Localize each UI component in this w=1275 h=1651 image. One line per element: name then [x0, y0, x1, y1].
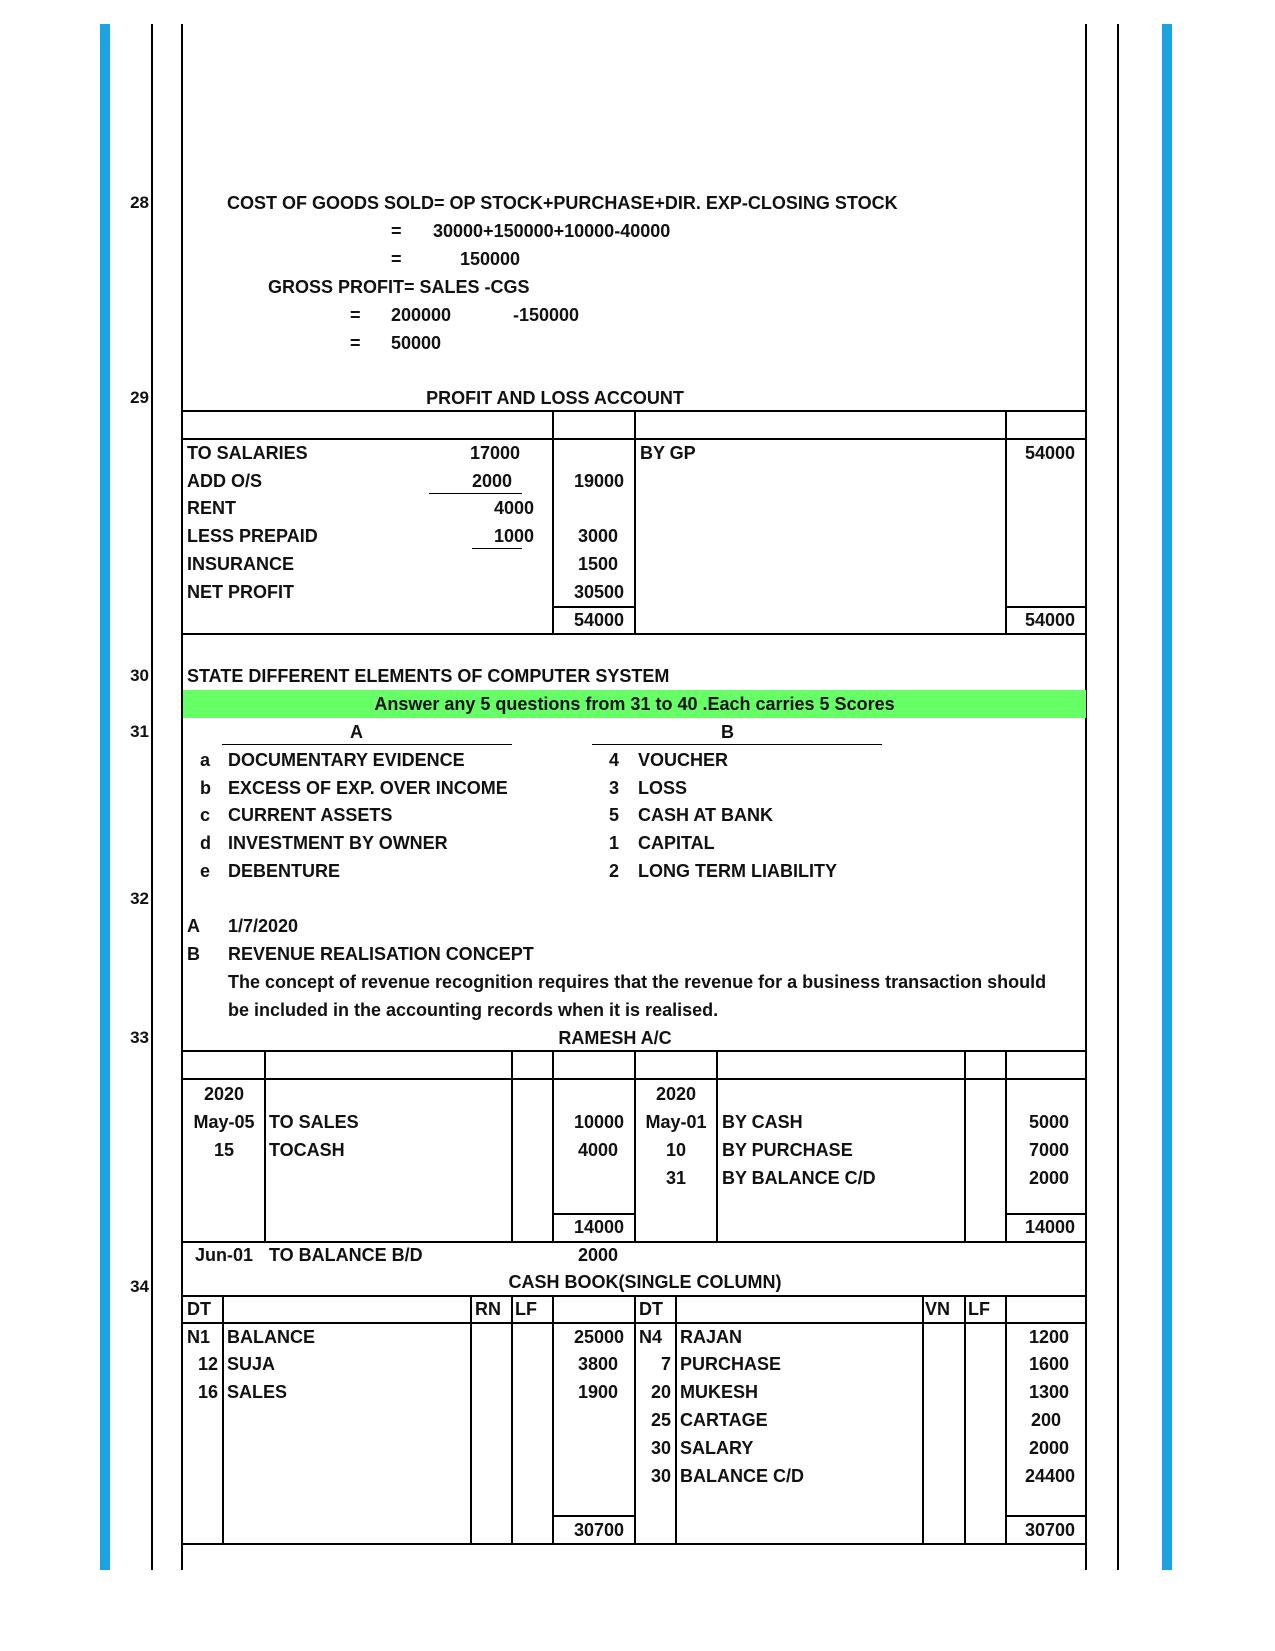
cash-book-credit-total: 30700 — [1024, 1520, 1075, 1540]
cash-book-title: CASH BOOK(SINGLE COLUMN) — [508, 1272, 782, 1292]
ramesh-dr-date-2: 15 — [213, 1140, 235, 1160]
cash-book-dr-amt-1: 25000 — [573, 1327, 624, 1347]
ramesh-cr-date-2: 10 — [665, 1140, 687, 1160]
cash-book-cr-date-3: 20 — [650, 1382, 671, 1402]
pl-dr-label-net-profit: NET PROFIT — [187, 582, 294, 602]
pl-inner-rent: 4000 — [493, 498, 534, 518]
cash-book-dr-amt-3: 1900 — [577, 1382, 618, 1402]
cash-book-header-lf: LF — [515, 1299, 537, 1319]
ramesh-bd-amount: 2000 — [577, 1245, 618, 1265]
ramesh-cr-particulars-2: BY PURCHASE — [722, 1140, 853, 1160]
cash-book-col-vn — [922, 1295, 924, 1545]
q31-answer-d: CAPITAL — [638, 833, 715, 853]
question-number-30: 30 — [130, 666, 149, 685]
cash-book-dr-part-1: BALANCE — [227, 1327, 315, 1347]
ramesh-total-rule-top-dr — [552, 1213, 636, 1215]
cash-book-dr-amt-2: 3800 — [577, 1354, 618, 1374]
q32-part-b-answer: REVENUE REALISATION CONCEPT — [228, 944, 534, 964]
cash-book-cr-amt-4: 200 — [1030, 1410, 1061, 1430]
q31-key-a: a — [200, 750, 211, 770]
left-blue-border — [100, 24, 110, 1570]
pl-total-top-dr — [552, 606, 636, 608]
q28-cogs-result: 150000 — [460, 249, 521, 269]
ramesh-cr-particulars-3: BY BALANCE C/D — [722, 1168, 876, 1188]
q28-sales-value: 200000 — [391, 305, 452, 325]
pl-outer-rent: 3000 — [577, 526, 618, 546]
q31-column-b-underline — [592, 744, 882, 745]
cash-book-cr-amt-3: 1300 — [1028, 1382, 1069, 1402]
q28-cogs-substitution: 30000+150000+10000-40000 — [433, 221, 671, 241]
cash-book-cr-amt-2: 1600 — [1028, 1354, 1069, 1374]
cash-book-total-top-cr — [1005, 1515, 1087, 1517]
q28-cogs-formula: COST OF GOODS SOLD= OP STOCK+PURCHASE+DIR. EXP-CLOSING STOCK — [227, 193, 898, 213]
q32-part-b-key: B — [187, 944, 200, 964]
q28-gross-profit-result: 50000 — [391, 333, 442, 353]
ramesh-cr-particulars-1: BY CASH — [722, 1112, 803, 1132]
q31-answer-e: LONG TERM LIABILITY — [638, 861, 837, 881]
pl-subtotal-line-2 — [472, 548, 522, 549]
pl-col-divider-2 — [634, 410, 636, 635]
cash-book-cr-amt-1: 1200 — [1028, 1327, 1069, 1347]
q31-answer-b: LOSS — [638, 778, 688, 798]
pl-inner-salaries: 17000 — [469, 443, 520, 463]
pl-credit-total: 54000 — [1024, 610, 1075, 630]
cash-book-total-top-dr — [552, 1515, 636, 1517]
cash-book-col-cr-dt — [675, 1295, 677, 1545]
cash-book-cr-date-1: N4 — [639, 1327, 663, 1347]
pl-account-title: PROFIT AND LOSS ACCOUNT — [426, 388, 684, 408]
q31-column-b-heading: B — [721, 722, 734, 742]
section-instruction-text: Answer any 5 questions from 31 to 40 .Each carries 5 Scores — [374, 694, 895, 714]
cash-book-cr-part-1: RAJAN — [680, 1327, 743, 1347]
cash-book-col-rn — [470, 1295, 472, 1545]
cash-book-cr-amt-6: 24400 — [1024, 1466, 1075, 1486]
ramesh-total-rule-top-cr — [1005, 1213, 1087, 1215]
ramesh-dr-particulars-1: TO SALES — [269, 1112, 359, 1132]
pl-outer-insurance: 1500 — [577, 554, 618, 574]
pl-outer-net-profit: 30500 — [573, 582, 624, 602]
q31-match-c: 5 — [609, 805, 620, 825]
question-number-29: 29 — [130, 388, 149, 407]
ramesh-cr-amount-2: 7000 — [1028, 1140, 1069, 1160]
cash-book-header-cr-dt: DT — [639, 1299, 663, 1319]
ramesh-dr-amount-2: 4000 — [577, 1140, 618, 1160]
ramesh-col-cr-jf — [964, 1050, 966, 1243]
body-line-left — [181, 24, 183, 1570]
pl-inner-add-os: 2000 — [471, 471, 512, 491]
pl-cr-label-by-gp: BY GP — [640, 443, 696, 463]
q28-cgs-value: -150000 — [513, 305, 580, 325]
q31-item-b: EXCESS OF EXP. OVER INCOME — [228, 778, 508, 798]
question-number-31: 31 — [130, 722, 149, 741]
cash-book-col-lf — [511, 1295, 513, 1545]
q32-explanation-line-2: be included in the accounting records when it is realised. — [228, 1000, 719, 1020]
pl-debit-total: 54000 — [573, 610, 624, 630]
cash-book-cr-date-4: 25 — [650, 1410, 671, 1430]
pl-cr-amount-gp: 54000 — [1024, 443, 1075, 463]
ramesh-debit-total: 14000 — [573, 1217, 624, 1237]
ramesh-dr-date-1: May-05 — [193, 1112, 255, 1132]
q31-item-c: CURRENT ASSETS — [228, 805, 393, 825]
cash-book-col-dt — [222, 1295, 224, 1545]
q28-gross-profit-formula: GROSS PROFIT= SALES -CGS — [268, 277, 530, 297]
cash-book-cr-amt-5: 2000 — [1028, 1438, 1069, 1458]
question-number-32: 32 — [130, 889, 149, 908]
cash-book-dr-date-1: N1 — [187, 1327, 211, 1347]
pl-dr-label-salaries: TO SALARIES — [187, 443, 308, 463]
pl-dr-label-less-prepaid: LESS PREPAID — [187, 526, 318, 546]
q31-column-a-heading: A — [350, 722, 363, 742]
pl-dr-label-rent: RENT — [187, 498, 236, 518]
cash-book-header-cr-lf: LF — [968, 1299, 990, 1319]
q31-item-e: DEBENTURE — [228, 861, 341, 881]
q31-answer-a: VOUCHER — [638, 750, 729, 770]
question-number-34: 34 — [130, 1277, 149, 1296]
body-line-right — [1085, 24, 1087, 1570]
ramesh-dr-amount-1: 10000 — [573, 1112, 624, 1132]
q31-match-b: 3 — [609, 778, 620, 798]
cash-book-header-rn: RN — [475, 1299, 501, 1319]
q28-equals-1: = — [391, 221, 402, 241]
q28-equals-3: = — [350, 305, 361, 325]
ramesh-bd-particulars: TO BALANCE B/D — [269, 1245, 423, 1265]
cash-book-debit-total: 30700 — [573, 1520, 624, 1540]
margin-line-right — [1117, 24, 1119, 1570]
pl-total-top-cr — [1005, 606, 1087, 608]
q32-part-a-key: A — [187, 916, 200, 936]
q28-equals-4: = — [350, 333, 361, 353]
cash-book-cr-date-2: 7 — [660, 1354, 671, 1374]
cash-book-cr-part-3: MUKESH — [680, 1382, 759, 1402]
pl-outer-salaries: 19000 — [573, 471, 624, 491]
ramesh-cr-date-3: 31 — [665, 1168, 687, 1188]
cash-book-cr-part-2: PURCHASE — [680, 1354, 782, 1374]
ramesh-dr-year: 2020 — [203, 1084, 245, 1104]
q31-answer-c: CASH AT BANK — [638, 805, 773, 825]
ramesh-cr-amount-1: 5000 — [1028, 1112, 1069, 1132]
pl-dr-label-add-os: ADD O/S — [187, 471, 263, 491]
pl-subtotal-line-1 — [429, 493, 522, 494]
q28-equals-2: = — [391, 249, 402, 269]
margin-line-left — [151, 24, 153, 1570]
ramesh-col-jf — [511, 1050, 513, 1243]
cash-book-cr-part-4: CARTAGE — [680, 1410, 768, 1430]
ramesh-col-cr-date — [716, 1050, 718, 1243]
q32-part-a-answer: 1/7/2020 — [228, 916, 299, 936]
q31-match-e: 2 — [609, 861, 620, 881]
cash-book-dr-part-2: SUJA — [227, 1354, 276, 1374]
q31-key-d: d — [200, 833, 211, 853]
right-blue-border — [1162, 24, 1172, 1570]
cash-book-dr-part-3: SALES — [227, 1382, 288, 1402]
q31-item-d: INVESTMENT BY OWNER — [228, 833, 448, 853]
q30-question-text: STATE DIFFERENT ELEMENTS OF COMPUTER SYSTEM — [187, 666, 670, 686]
q31-key-c: c — [200, 805, 211, 825]
cash-book-dr-date-3: 16 — [197, 1382, 218, 1402]
ramesh-cr-date-1: May-01 — [645, 1112, 707, 1132]
q31-item-a: DOCUMENTARY EVIDENCE — [228, 750, 465, 770]
q32-explanation-line-1: The concept of revenue recognition requires that the revenue for a business transaction should — [228, 972, 1047, 992]
ramesh-account-title: RAMESH A/C — [558, 1028, 672, 1048]
cash-book-cr-part-6: BALANCE C/D — [680, 1466, 804, 1486]
ramesh-cr-year: 2020 — [655, 1084, 697, 1104]
q31-key-e: e — [200, 861, 211, 881]
q31-match-d: 1 — [609, 833, 620, 853]
pl-dr-label-insurance: INSURANCE — [187, 554, 295, 574]
ramesh-dr-particulars-2: TOCASH — [269, 1140, 345, 1160]
question-number-28: 28 — [130, 193, 149, 212]
cash-book-dr-date-2: 12 — [197, 1354, 218, 1374]
ramesh-credit-total: 14000 — [1024, 1217, 1075, 1237]
q31-key-b: b — [200, 778, 211, 798]
q31-match-a: 4 — [609, 750, 620, 770]
ramesh-cr-amount-3: 2000 — [1028, 1168, 1069, 1188]
q31-column-a-underline — [222, 744, 512, 745]
pl-inner-less-prepaid: 1000 — [493, 526, 534, 546]
cash-book-header-dt: DT — [187, 1299, 211, 1319]
ramesh-bd-date: Jun-01 — [195, 1245, 254, 1265]
cash-book-col-cr-lf — [964, 1295, 966, 1545]
cash-book-cr-date-5: 30 — [650, 1438, 671, 1458]
cash-book-header-vn: VN — [925, 1299, 951, 1319]
question-number-33: 33 — [130, 1028, 149, 1047]
cash-book-cr-part-5: SALARY — [680, 1438, 754, 1458]
cash-book-cr-date-6: 30 — [650, 1466, 671, 1486]
